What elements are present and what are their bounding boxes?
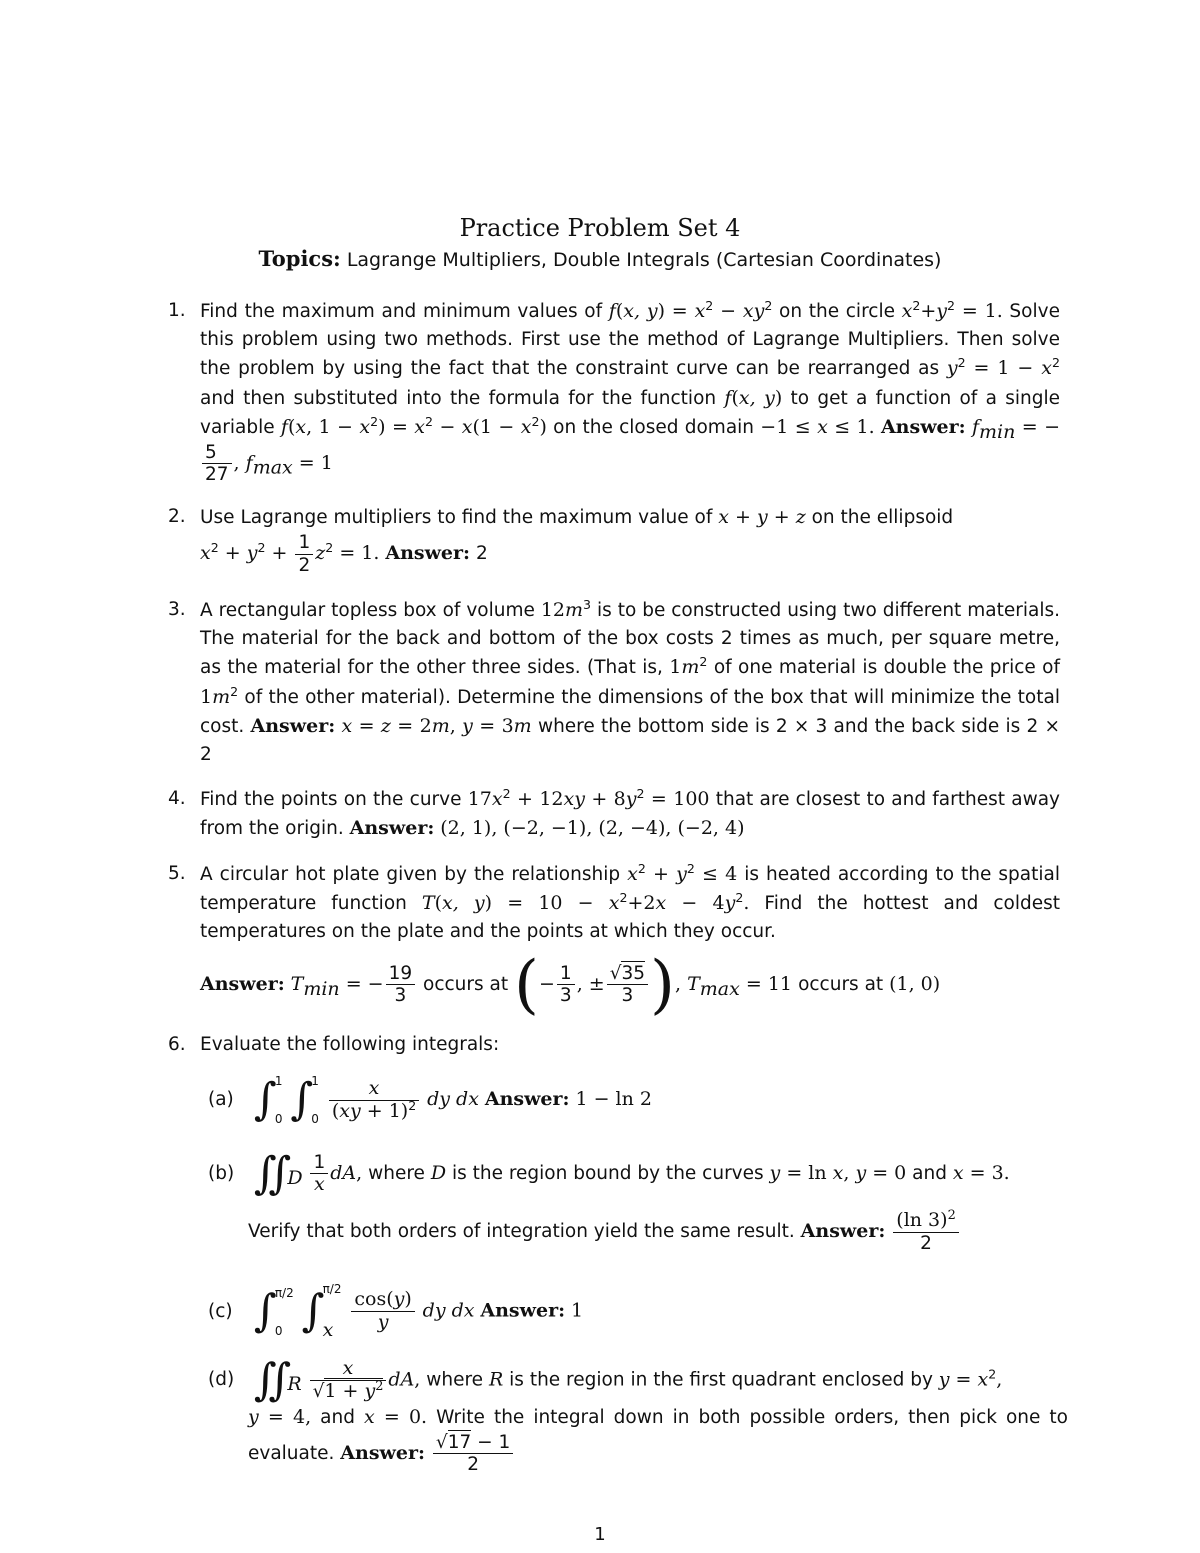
answer-label: Answer: bbox=[480, 1299, 566, 1322]
answer-label: Answer: bbox=[200, 972, 285, 995]
problem-text: Verify that both orders of integration yield the same result. bbox=[248, 1221, 795, 1243]
problem-5: 5. A circular hot plate given by the relationship $x^2 + y^2 \le 4$ is heated according to the spatial temperature function T(x, $y) = 10 - x^2+2x - 4y^2$. Find the hottest and coldest temperatures on the plate and the points at which they occur. Answer: $T_{min}$ = − $\frac{19}{3}$ occurs at (− $\frac{1}{3}$ , ± $\frac{√35}{3}$ ), $T_{max} = 11$ occurs at (1, 0) bbox=[168, 861, 1061, 1022]
answer-label: Answer: bbox=[349, 817, 435, 840]
fraction: $\frac{1}{2}$ bbox=[295, 532, 313, 576]
fraction: $\frac{x}{(xy + 1)^2}$ bbox=[329, 1078, 419, 1123]
fraction: $\frac{√35}{3}$ bbox=[607, 963, 648, 1007]
problem-2: 2. Use Lagrange multipliers to find the maximum value of x + y + z on the ellipsoid $x^2 + y^2$ + $\frac{1}{2}$ $z^2 = 1$. Answer: 2 bbox=[168, 503, 1060, 576]
problem-text: is the region in the first quadrant enclosed by bbox=[509, 1369, 933, 1391]
problem-3: 3. A rectangular topless box of volume $12m^3$ is to be constructed using two different materials. The material for the back and bottom of the box costs 2 times as much, per square metre, as the material for the other three sides. (That is, $1m^2$ of one material is double the price of $1m^2$ of the other material). Determine the dimensions of the box that will minimize the total cost. Answer: x = z = 2m, y = 3m where the bottom side is 2 × 3 and the back side is 2 × 2 bbox=[168, 597, 1061, 766]
integral-sign-icon: ∫ bbox=[301, 1285, 325, 1337]
integral-sign-icon: ∫ bbox=[253, 1074, 277, 1125]
fraction: $\frac{(\ln 3)^2}{2}$ bbox=[893, 1210, 959, 1254]
integral-part-c: (c) ∫ π/2 0 ∫ π/2 x $\frac{\cos(y)}{y}$ dy dx Answer: 1 bbox=[208, 1282, 584, 1341]
problem-text: Find the maximum and minimum values of bbox=[200, 301, 603, 322]
occurs-at-text: occurs at bbox=[798, 973, 884, 995]
part-label: (c) bbox=[208, 1300, 233, 1322]
problem-text: Evaluate the following integrals: bbox=[200, 1034, 500, 1055]
problem-text: A circular hot plate given by the relationship bbox=[200, 864, 621, 885]
problem-text: Find the hottest and coldest temperatures on the plate and the points at which they occur. bbox=[200, 893, 1060, 943]
problem-text: on the closed domain bbox=[553, 416, 755, 438]
fraction: $\frac{1}{x}$ bbox=[310, 1152, 328, 1196]
problem-text: Find the points on the curve bbox=[200, 789, 462, 810]
problem-text: of the other material). Determine the dimensions of the box that will minimize the total cost. bbox=[200, 686, 1060, 737]
answer-label: Answer: bbox=[800, 1220, 886, 1243]
problem-text: Solve this problem using two methods. First use the method of Lagrange Multipliers. Then solve the problem by using the fact that the constraint curve can be rearranged as bbox=[200, 301, 1060, 380]
problem-text: that are closest to and farthest away from the origin. bbox=[200, 789, 1060, 840]
problem-number: 1. bbox=[168, 300, 186, 321]
math-expression: f bbox=[608, 300, 616, 322]
problem-number: 6. bbox=[168, 1034, 186, 1055]
integral-sign-icon: ∫ bbox=[290, 1074, 314, 1125]
fraction: $\frac{19}{3}$ bbox=[386, 963, 416, 1007]
topics-text: Lagrange Multipliers, Double Integrals (Cartesian Coordinates) bbox=[346, 249, 942, 271]
problem-text: where bbox=[368, 1163, 425, 1185]
answer-label: Answer: bbox=[880, 415, 966, 438]
problem-text: is to be constructed using two different materials. The material for the back and bottom of the box costs 2 times as much, per square metre, as the material for the other three sides. (That is, bbox=[200, 600, 1060, 679]
problem-text: of one material is double the price of bbox=[713, 657, 1061, 679]
problem-text: is heated according to the spatial temperature function bbox=[200, 864, 1061, 915]
problem-number: 4. bbox=[168, 788, 186, 809]
occurs-at-text: occurs at bbox=[423, 973, 509, 995]
double-integral-sign-icon: ∬ bbox=[253, 1148, 292, 1200]
fraction: $\frac{√17 - 1}{2}$ bbox=[433, 1432, 513, 1476]
problem-text: A rectangular topless box of volume bbox=[200, 600, 535, 621]
problem-6 bbox=[168, 1031, 1060, 1059]
fraction: $\frac{x}{√1 + y^2}$ bbox=[310, 1358, 387, 1403]
problem-text: and bbox=[320, 1406, 355, 1428]
problem-text: where bbox=[426, 1369, 484, 1391]
problem-1: 1. Find the maximum and minimum values of f(x, $y) = x^2 - xy^2$ on the circle $x^2+y^2 = 1$. Solve this problem using two methods. First use the method of Lagrange Multipliers. Then solve the problem by using the fact that the constraint curve can be rearranged as $y^2 = 1 - x^2$ and then substituted into the formula for the function f(x, y) to get a function of a single variable f(x, $1 - x^2) = x^2 - x(1 - x^2)$ on the closed domain −1 ≤ x ≤ 1. Answer: $f_{min}$ = − $\frac{5}{27}$ , $f_{max} = 1$ bbox=[168, 298, 1060, 486]
integral-part-b: (b) $∬_D$ $\frac{1}{x}$ dA, where D is the region bound by the curves y = ln x, y = 0 and x = 3. Verify that both orders of integration yield the same result. Answer: $\frac{(\ln 3)^2}{2}$ bbox=[208, 1148, 1010, 1255]
problem-text: on the ellipsoid bbox=[811, 507, 954, 528]
part-label: (a) bbox=[208, 1089, 234, 1110]
fraction: $\frac{\cos(y)}{y}$ bbox=[351, 1289, 414, 1334]
integral-sign-icon: ∫ bbox=[253, 1285, 277, 1337]
fraction: $\frac{5}{27}$ bbox=[202, 442, 232, 486]
answer-label: Answer: bbox=[340, 1441, 426, 1464]
answer-value: 2 bbox=[475, 543, 488, 565]
integral-part-d: (d) $∬_R$ $\frac{x}{√1 + y^2}$ dA, where R is the region in the first quadrant enclosed by $y = x^2$, y = 4, and x = 0. Write the integral down in both possible orders, then pick one to evaluate. Answer: $\frac{√17 - 1}{2}$ bbox=[208, 1354, 1068, 1476]
answer-label: Answer: bbox=[250, 714, 336, 737]
fraction: $\frac{1}{3}$ bbox=[557, 963, 575, 1007]
problem-text: Use Lagrange multipliers to find the maximum value of bbox=[200, 507, 713, 528]
problem-text: Write the integral down in both possible orders, then pick one to evaluate. bbox=[248, 1406, 1068, 1464]
answer-value: 1 bbox=[571, 1299, 584, 1322]
problem-number: 5. bbox=[168, 863, 186, 884]
problem-text: where the bottom side is 2 × 3 and the back side is 2 × 2 bbox=[200, 715, 1060, 766]
problem-text: and bbox=[912, 1163, 947, 1185]
problem-text: is the region bound by the curves bbox=[451, 1163, 764, 1185]
problem-text: and then substituted into the formula for the function bbox=[200, 387, 717, 409]
answer-label: Answer: bbox=[385, 542, 471, 565]
problem-text: to get a function of a single variable bbox=[200, 387, 1060, 438]
page-number: 1 bbox=[594, 1524, 606, 1545]
part-label: (b) bbox=[208, 1163, 235, 1185]
answer-value: 1 − ln 2 bbox=[575, 1088, 652, 1110]
topics-label: Topics: bbox=[258, 246, 341, 271]
problem-4: 4. Find the points on the curve $17x^2 + 12xy + 8y^2 = 100$ that are closest to and farthest away from the origin. Answer: (2, 1), (−2, −1), (2, −4), (−2, 4) bbox=[168, 786, 1060, 840]
page-title: Practice Problem Set 4 bbox=[459, 214, 741, 242]
answer-label: Answer: bbox=[484, 1088, 570, 1110]
answer-value: (2, 1), (−2, −1), (2, −4), (−2, 4) bbox=[440, 817, 745, 840]
double-integral-sign-icon: ∬ bbox=[253, 1354, 292, 1406]
topics-line bbox=[0, 244, 1200, 275]
problem-number: 3. bbox=[168, 599, 186, 620]
problem-text: on the circle bbox=[779, 301, 895, 322]
part-label: (d) bbox=[208, 1369, 235, 1391]
problem-number: 2. bbox=[168, 506, 186, 527]
integral-part-a: (a) ∫ 1 0 ∫ 1 0 $\frac{x}{(xy + 1)^2}$ dy dx Answer: 1 − ln 2 bbox=[208, 1074, 652, 1126]
